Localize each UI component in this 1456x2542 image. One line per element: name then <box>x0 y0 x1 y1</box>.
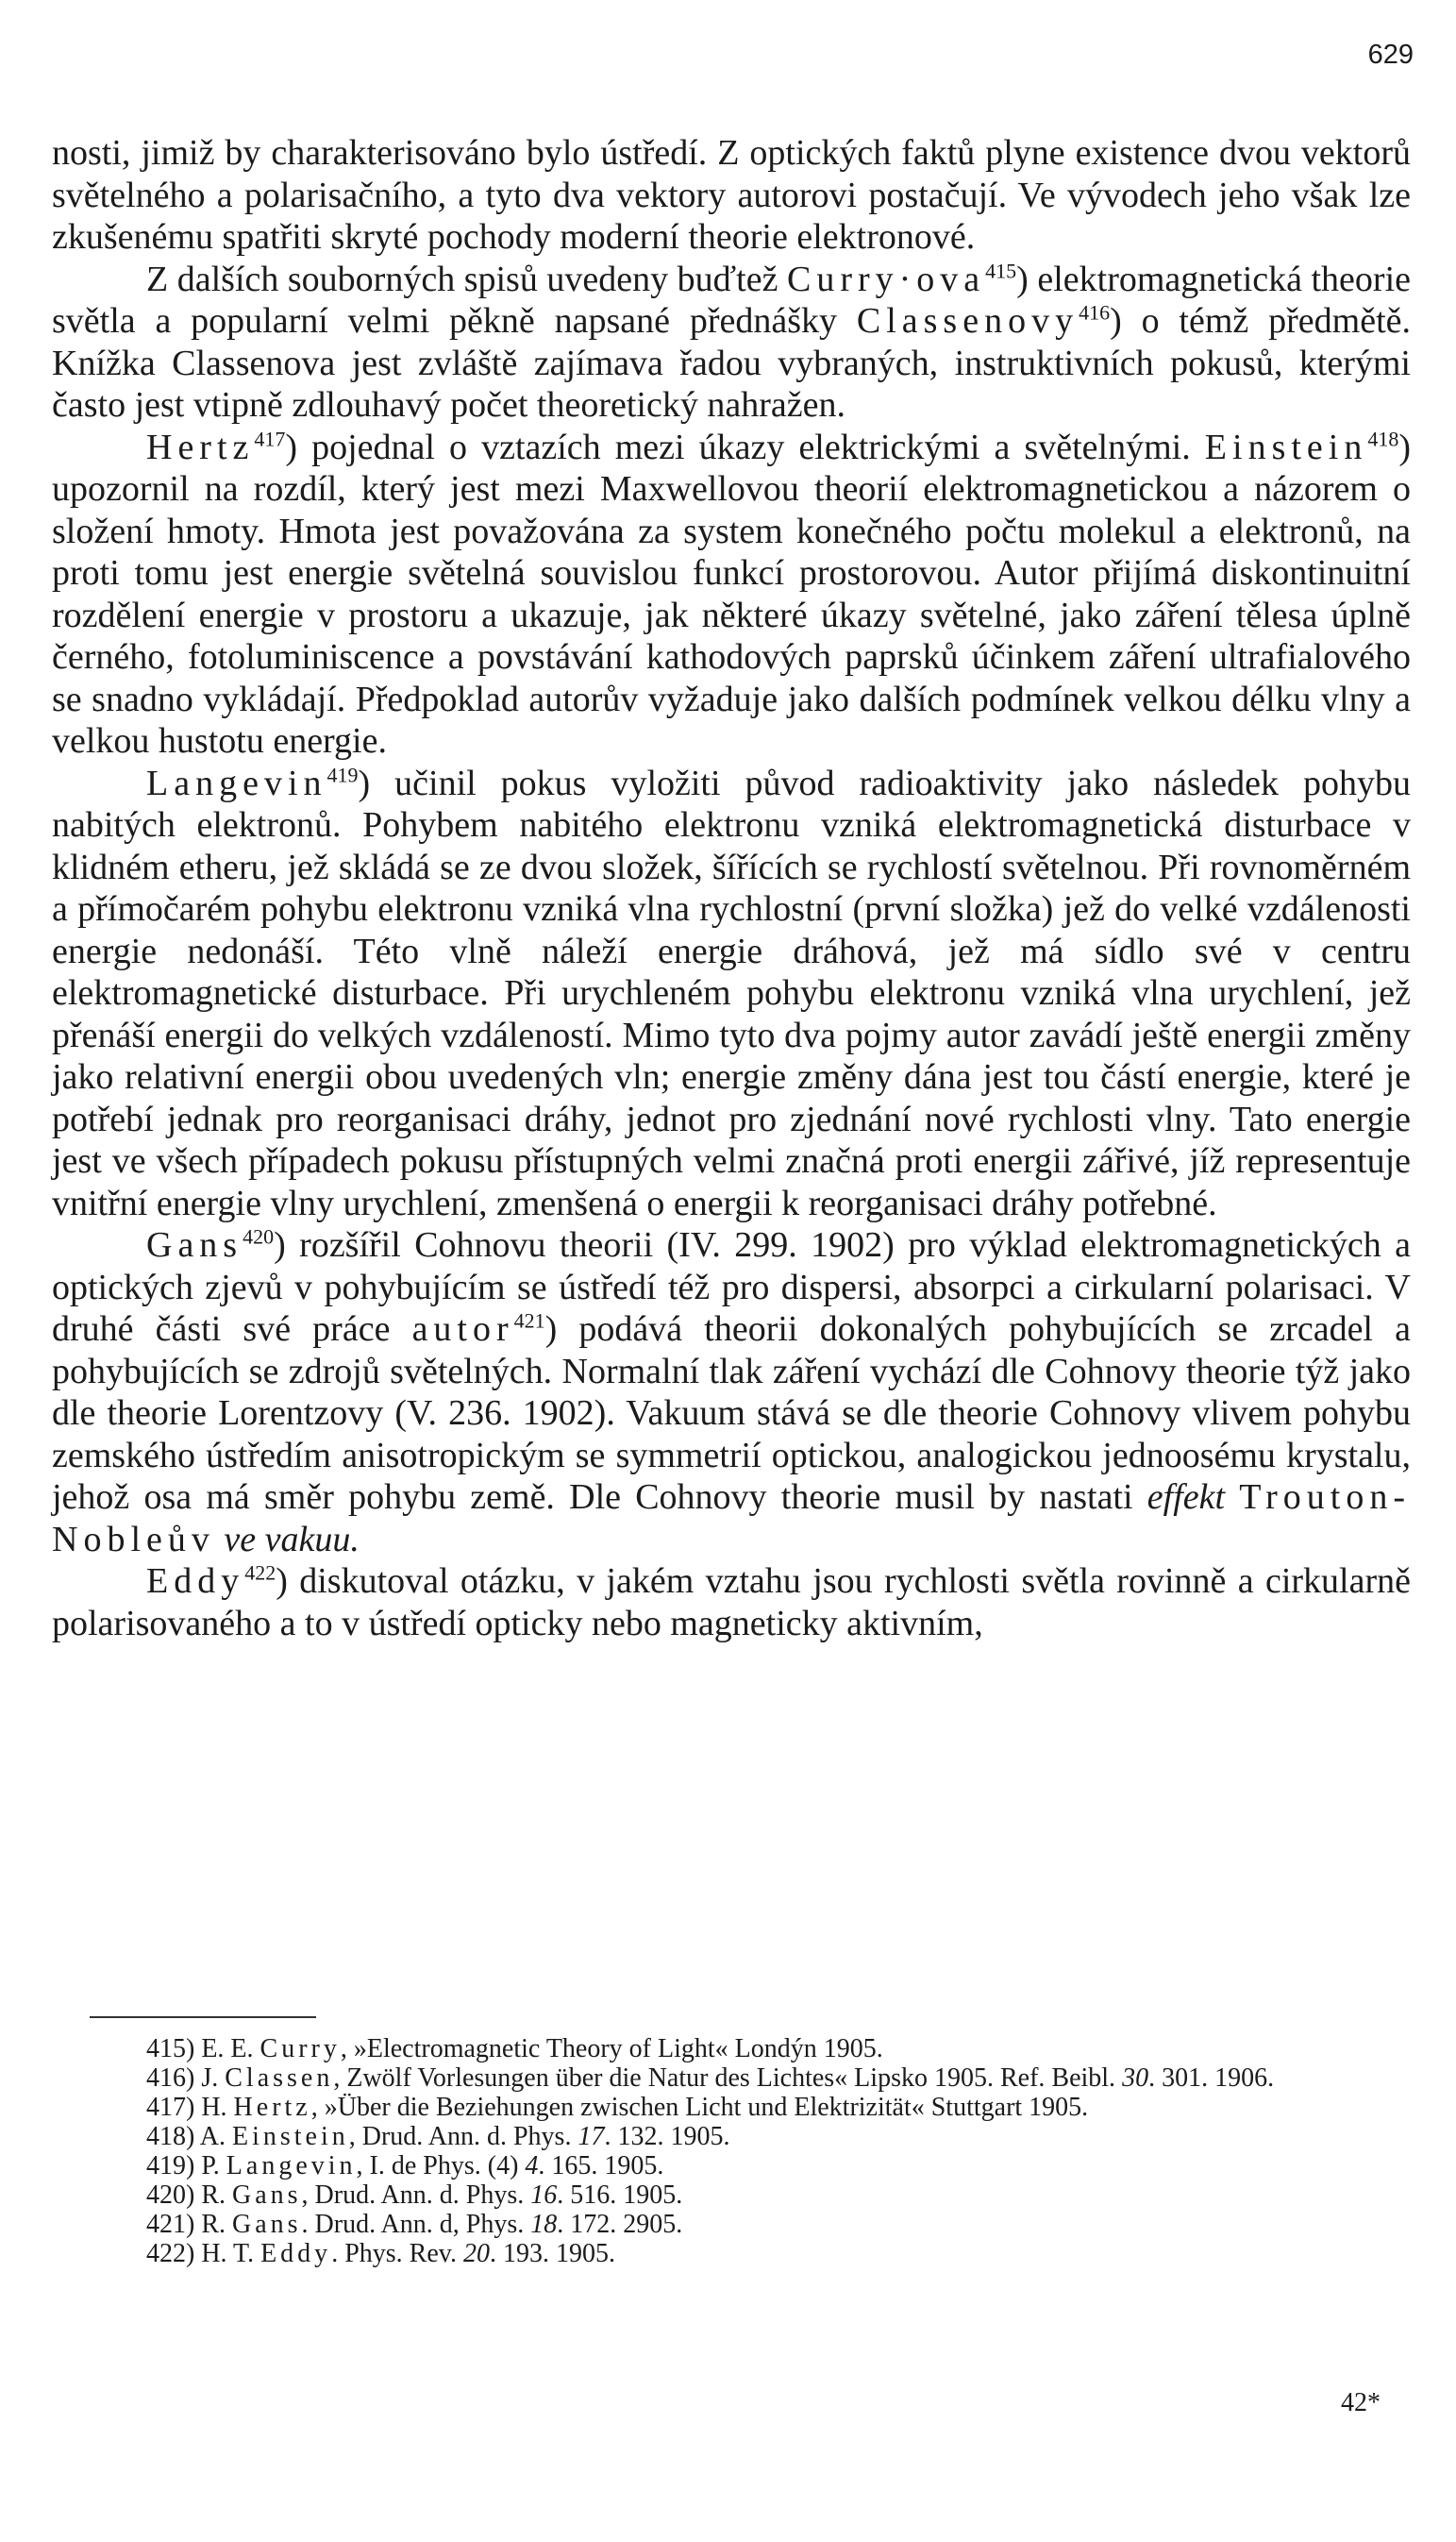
footnote <box>52 2151 1411 2180</box>
text-run: , Zwölf Vorlesungen über die Natur des Lichtes« Lipsko 1905. Ref. Beibl. <box>333 2063 1123 2093</box>
text-run: . 172. 2905. <box>557 2210 683 2239</box>
spaced-name: autor <box>411 1309 514 1349</box>
text-run: 419) P. <box>146 2151 226 2180</box>
spaced-name: Gans <box>146 1225 243 1265</box>
italic-text: 20 <box>462 2239 490 2268</box>
paragraph <box>52 1224 1411 1560</box>
text-run: . Drud. Ann. d, Phys. <box>301 2210 531 2239</box>
spaced-name: Classen <box>225 2063 334 2093</box>
text-run: Z dalších souborných spisů uvedeny buďtež <box>146 259 787 299</box>
text-run: , »Electromagnetic Theory of Light« Londýn 1905. <box>340 2034 883 2063</box>
italic-text: 17 <box>577 2122 605 2151</box>
spaced-name: Curry <box>259 2034 341 2063</box>
paragraph <box>52 763 1411 1225</box>
text-run: . 301. 1906. <box>1148 2063 1275 2093</box>
footnote-reference: 415 <box>985 258 1017 282</box>
italic-text: 4 <box>525 2151 539 2180</box>
footnote <box>52 2239 1411 2268</box>
italic-text: 30 <box>1122 2063 1149 2093</box>
italic-text: 18 <box>530 2210 558 2239</box>
text-run: , Drud. Ann. d. Phys. <box>348 2122 578 2151</box>
paragraph <box>52 427 1411 763</box>
text-run: . 132. 1905. <box>604 2122 730 2151</box>
footnote <box>52 2210 1411 2239</box>
text-run: . Phys. Rev. <box>331 2239 463 2268</box>
footnote-reference: 421 <box>513 1308 545 1333</box>
footnote-reference: 420 <box>243 1224 275 1249</box>
signature-mark: 42* <box>1341 2388 1381 2417</box>
text-run: . 165. 1905. <box>538 2151 664 2180</box>
text-run: ) o témž předmětě. Knížka Classenova jest zvláště zajímava řadou vybraných, instruktivních pokusů, kterými často jest vtipně zdlouhavý počet theoretický nahražen. <box>52 301 1411 425</box>
text-run: ) upozornil na rozdíl, který jest mezi Maxwellovou theorií elektromagnetickou a názorem o složení hmoty. Hmota jest považována za system konečného počtu molekul a elektronů, na proti tomu jest energie světelná souvislou funkcí prostorovou. Autor přijímá diskontinuitní rozdělení energie v prostoru a ukazuje, jak některé úkazy světelné, jako záření tělesa úplně černého, fotoluminiscence a povstávání kathodových paprsků účinkem záření ultrafialového se snadno vykládají. Předpoklad autorův vyžaduje jako dalších podmínek velkou délku vlny a velkou hustotu energie. <box>52 427 1411 761</box>
footnote-reference: 422 <box>244 1560 276 1585</box>
footnote <box>52 2180 1411 2210</box>
footnote-reference: 418 <box>1367 426 1399 450</box>
text-run: , I. de Phys. (4) <box>356 2151 526 2180</box>
text-run: , »Über die Beziehungen zwischen Licht und Elektrizität« Stuttgart 1905. <box>310 2093 1089 2122</box>
italic-text: 16 <box>530 2180 558 2210</box>
spaced-name: Einstein <box>1204 427 1368 467</box>
text-run: , Drud. Ann. d. Phys. <box>301 2180 531 2210</box>
text-run: ) pojednal o vztazích mezi úkazy elektrickými a světelnými. <box>285 427 1205 467</box>
text-run: . 193. 1905. <box>489 2239 615 2268</box>
text-run: 416) J. <box>146 2063 226 2093</box>
text-run <box>215 1520 225 1559</box>
spaced-name: Eddy <box>146 1561 245 1601</box>
text-run: 420) R. <box>146 2180 232 2210</box>
text-run: ) učinil pokus vyložiti původ radioaktivity jako následek pohybu nabitých elektronů. Pohybem nabitého elektronu vzniká elektromagnetická disturbace v klidném etheru, jež skládá se ze dvou složek, šířících se rychlostí světelnou. Při rovnoměrném a přímočarém pohybu elektronu vzniká vlna rychlostní (první složka) jež do velké vzdálenosti energie nedonáší. Této vlně náleží energie dráhová, jež má sídlo své v centru elektromagnetické disturbace. Při urychleném pohybu elektronu vzniká vlna urychlení, jež přenáší energii do velkých vzdáleností. Mimo tyto dva pojmy autor zavádí ještě energii změny jako relativní energii obou uvedených vln; energie změny dána jest tou částí energie, které je potřebí jednak pro reorganisaci dráhy, jednot pro zjednání nové rychlosti vlny. Tato energie jest ve všech případech pokusu přístupných velmi značná proti energii zářivé, jíž representuje vnitřní energie vlny urychlení, zmenšená o energii k reorganisaci dráhy potřebné. <box>52 763 1411 1223</box>
text-run: 415) E. E. <box>146 2034 260 2063</box>
text-run: 422) H. T. <box>146 2239 261 2268</box>
footnote <box>52 2063 1411 2093</box>
paragraph <box>52 1560 1411 1644</box>
spaced-name: Trouton-Nobleův <box>52 1477 1412 1559</box>
text-run: nosti, jimiž by charakterisováno bylo ústředí. Z optických faktů plyne existence dvou vektorů světelného a polarisačního, a tyto dva vektory autorovi postačují. Ve vývodech jeho však lze zkušenému spatřiti skryté pochody moderní theorie elektronové. <box>52 133 1411 257</box>
spaced-name: Hertz <box>233 2093 311 2122</box>
text-run: 418) A. <box>146 2122 232 2151</box>
paragraph <box>52 259 1411 427</box>
footnote <box>52 2093 1411 2122</box>
italic-text: effekt <box>1146 1477 1226 1517</box>
spaced-name: Classenovy <box>856 301 1079 341</box>
footnote <box>52 2034 1411 2063</box>
spaced-name: Gans <box>232 2210 302 2239</box>
italic-text: ve vakuu. <box>224 1519 360 1559</box>
body-text <box>52 132 1411 1644</box>
spaced-name: Curry·ova <box>786 259 986 299</box>
spaced-name: Eddy <box>260 2239 332 2268</box>
spaced-name: Gans <box>232 2180 302 2210</box>
spaced-name: Hertz <box>146 427 255 467</box>
text-run <box>1225 1477 1239 1517</box>
text-run: ) rozšířil Cohnovu theorii (IV. 299. 1902) pro výklad elektromagnetických a optických zjevů v pohybujícím se ústředí též pro dispersi, absorpci a cirkularní polarisaci. V druhé části své práce <box>52 1225 1411 1349</box>
footnote-reference: 417 <box>254 426 286 450</box>
text-run: . 516. 1905. <box>557 2180 683 2210</box>
spaced-name: Langevin <box>146 763 327 803</box>
text-run: 421) R. <box>146 2210 232 2239</box>
footnotes <box>52 2034 1411 2268</box>
text-run: ) podává theorii dokonalých pohybujících se zrcadel a pohybujících se zdrojů světelných. Normalní tlak záření vychází dle Cohnovy theorie týž jako dle theorie Lorentzovy (V. 236. 1902). Vakuum stává se dle theorie Cohnovy vlivem pohybu zemského ústředím anisotropickým se symmetrií optickou, analogickou jednoosému krystalu, jehož osa má směr pohybu země. Dle Cohnovy theorie musil by nastati <box>52 1309 1411 1517</box>
footnote <box>52 2122 1411 2151</box>
spaced-name: Langevin <box>226 2151 357 2180</box>
spaced-name: Einstein <box>232 2122 349 2151</box>
paragraph <box>52 132 1411 259</box>
footnote-reference: 419 <box>326 762 359 786</box>
text-run: ) diskutoval otázku, v jakém vztahu jsou rychlosti světla rovinně a cirkularně polarisovaného a to v ústředí opticky nebo magneticky aktivním, <box>52 1561 1411 1643</box>
footnote-divider <box>90 2016 316 2018</box>
footnote-reference: 416 <box>1079 300 1111 325</box>
page-number: 629 <box>1367 40 1414 70</box>
text-run: 417) H. <box>146 2093 234 2122</box>
text-run: ) elektromagnetická theorie světla a popularní velmi pěkně napsané přednášky <box>52 259 1411 341</box>
